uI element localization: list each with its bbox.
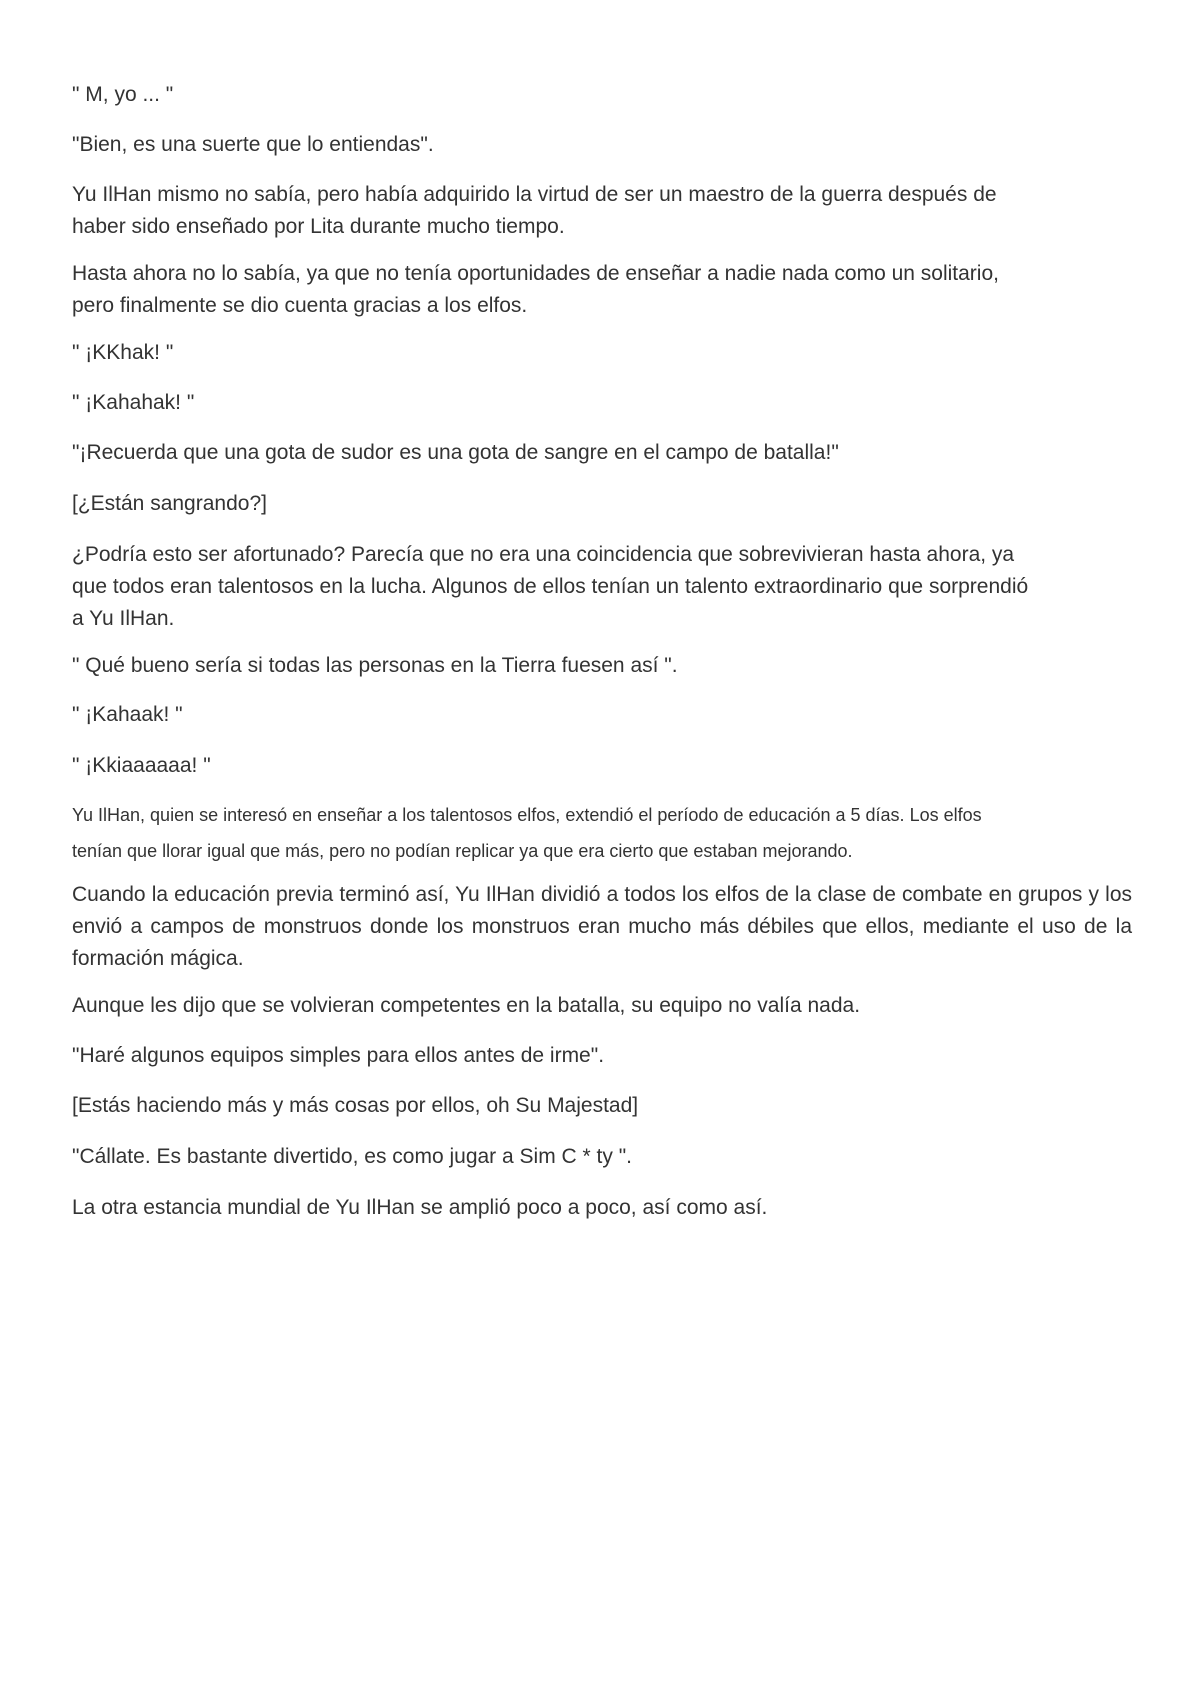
paragraph-narration: Aunque les dijo que se volvieran competentes en la batalla, su equipo no valía nada. — [72, 994, 861, 1017]
paragraph-system-message: [Estás haciendo más y más cosas por ellos, oh Su Majestad] — [72, 1094, 639, 1117]
paragraph-dialogue: " ¡Kahahak! " — [72, 391, 195, 414]
paragraph-dialogue: "Bien, es una suerte que lo entiendas". — [72, 133, 434, 156]
paragraph-dialogue: " Qué bueno sería si todas las personas en la Tierra fuesen así ". — [72, 654, 678, 677]
paragraph-narration-justified: Cuando la educación previa terminó así, Yu IlHan dividió a todos los elfos de la clase de combate en grupos y los envió a campos de monstruos donde los monstruos eran mucho más débiles que ellos, mediante el uso de la formación mágica. — [72, 883, 1132, 970]
paragraph-narration: La otra estancia mundial de Yu IlHan se amplió poco a poco, así como así. — [72, 1196, 768, 1219]
paragraph-system-message: [¿Están sangrando?] — [72, 492, 267, 515]
paragraph-narration: Yu IlHan mismo no sabía, pero había adquirido la virtud de ser un maestro de la guerra después de haber sido enseñado por Lita durante mucho tiempo. — [72, 183, 997, 238]
paragraph-dialogue: " ¡Kkiaaaaaa! " — [72, 754, 211, 777]
paragraph-dialogue: " ¡KKhak! " — [72, 341, 174, 364]
paragraph-narration: ¿Podría esto ser afortunado? Parecía que no era una coincidencia que sobrevivieran hasta ahora, ya que todos eran talentosos en la lucha. Algunos de ellos tenían un talento extraordinario que sorprendió a Yu IlHan. — [72, 543, 1029, 630]
paragraph-narration: Hasta ahora no lo sabía, ya que no tenía oportunidades de enseñar a nadie nada como un solitario, pero finalmente se dio cuenta gracias a los elfos. — [72, 262, 999, 317]
paragraph-narration-small: Yu IlHan, quien se interesó en enseñar a los talentosos elfos, extendió el período de educación a 5 días. Los elfos tenían que llorar igual que más, pero no podían replicar ya que era cierto que estaban mejorando. — [72, 805, 982, 861]
paragraph-dialogue: " M, yo ... " — [72, 83, 174, 106]
paragraph-dialogue: " ¡Kahaak! " — [72, 703, 183, 726]
paragraph-dialogue: "¡Recuerda que una gota de sudor es una gota de sangre en el campo de batalla!" — [72, 441, 839, 464]
paragraph-dialogue: "Cállate. Es bastante divertido, es como jugar a Sim C * ty ". — [72, 1145, 632, 1168]
paragraph-dialogue: "Haré algunos equipos simples para ellos antes de irme". — [72, 1044, 605, 1067]
